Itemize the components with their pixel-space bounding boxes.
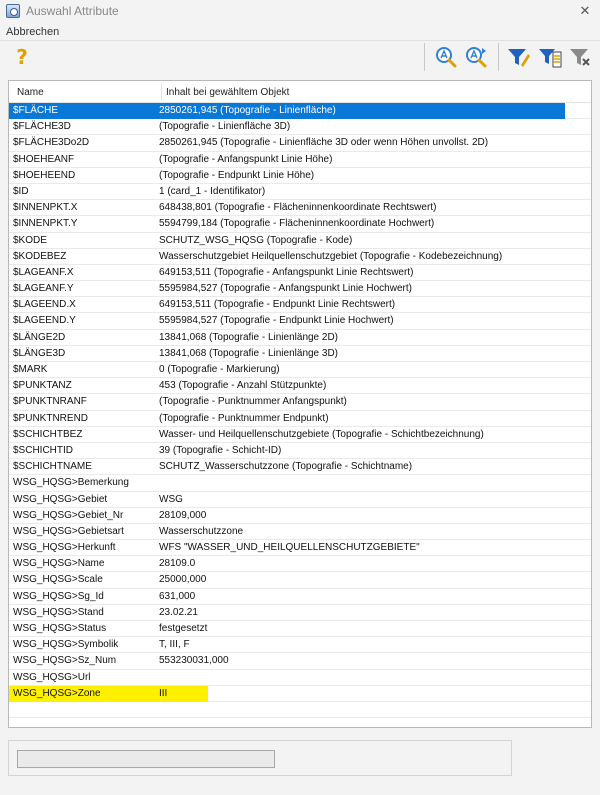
attribute-value: 5594799,184 (Topografie - Flächeninnenkoordinate Hochwert) — [159, 218, 435, 230]
attribute-name: WSG_HQSG>Gebiet — [13, 493, 108, 505]
table-row[interactable] — [9, 152, 591, 168]
table-row[interactable] — [9, 475, 591, 491]
filter-remove-button[interactable] — [568, 45, 592, 69]
attribute-name: WSG_HQSG>Bemerkung — [13, 477, 129, 489]
table-row[interactable] — [9, 572, 591, 588]
attribute-name: $MARK — [13, 364, 48, 375]
attribute-value: (Topografie - Punktnummer Endpunkt) — [159, 412, 329, 424]
table-row[interactable] — [9, 508, 591, 524]
attribute-value: WSG — [159, 493, 183, 505]
table-row[interactable] — [9, 605, 591, 621]
table-row[interactable] — [9, 540, 591, 556]
attribute-value: 631,000 — [159, 590, 196, 602]
attribute-value: 13841,068 (Topografie - Linienlänge 2D) — [159, 331, 339, 343]
attribute-name: $FLÄCHE3D — [13, 121, 71, 133]
attribute-name: $LAGEEND.Y — [13, 315, 76, 327]
table-row[interactable] — [9, 492, 591, 508]
cancel-menu-item[interactable]: Abbrechen — [6, 26, 60, 38]
column-divider — [161, 83, 162, 101]
attribute-name: WSG_HQSG>Sg_Id — [13, 590, 104, 602]
table-row[interactable] — [9, 281, 591, 297]
attribute-value: 453 (Topografie - Anzahl Stützpunkte) — [159, 380, 327, 392]
table-row[interactable] — [9, 103, 591, 119]
attribute-name: WSG_HQSG>Sz_Num — [13, 655, 117, 667]
attribute-name: $ID — [13, 185, 29, 197]
attribute-value: 5595984,527 (Topografie - Anfangspunkt Linie Hochwert) — [159, 283, 412, 295]
table-row[interactable] — [9, 686, 591, 702]
filter-edit-button[interactable] — [506, 45, 530, 69]
table-row[interactable] — [9, 670, 591, 686]
table-row[interactable] — [9, 589, 591, 605]
attribute-name: $SCHICHTID — [13, 444, 74, 456]
table-row[interactable] — [9, 637, 591, 653]
filter-gray-icon — [568, 45, 592, 69]
table-row[interactable] — [9, 135, 591, 151]
attribute-name: WSG_HQSG>Gebietsart — [13, 525, 124, 537]
attribute-value: 5595984,527 (Topografie - Endpunkt Linie Hochwert) — [159, 315, 394, 327]
attribute-value: Wasser- und Heilquellenschutzgebiete (Topografie - Schichtbezeichnung) — [159, 428, 484, 440]
attribute-value: 2850261,945 (Topografie - Linienfläche 3D oder wenn Höhen unvollst. 2D) — [159, 137, 489, 149]
attribute-value: (Topografie - Punktnummer Anfangspunkt) — [159, 396, 347, 408]
toolbar-separator — [424, 43, 425, 71]
zoom-a-arrow-icon — [464, 45, 488, 69]
table-row[interactable] — [9, 427, 591, 443]
table-row[interactable] — [9, 524, 591, 540]
attribute-name: $INNENPKT.X — [13, 202, 78, 214]
menu-bar — [0, 24, 600, 40]
filter-pencil-icon — [506, 45, 530, 69]
attribute-value: 553230031,000 — [159, 655, 229, 667]
table-row[interactable] — [9, 313, 591, 329]
attribute-value: 28109,000 — [159, 509, 207, 521]
attribute-name: WSG_HQSG>Gebiet_Nr — [13, 509, 124, 521]
attribute-value: Wasserschutzgebiet Heilquellenschutzgebiet (Topografie - Kodebezeichnung) — [159, 250, 503, 262]
table-row[interactable] — [9, 168, 591, 184]
table-body — [9, 103, 591, 718]
attribute-value: 0 (Topografie - Markierung) — [159, 364, 280, 375]
attribute-value: WFS "WASSER_UND_HEILQUELLENSCHUTZGEBIETE" — [159, 542, 420, 554]
table-row[interactable] — [9, 346, 591, 362]
attribute-name: $INNENPKT.Y — [13, 218, 78, 230]
attribute-name: $KODE — [13, 234, 47, 246]
attribute-name: WSG_HQSG>Herkunft — [13, 542, 116, 554]
attribute-value: T, III, F — [159, 639, 190, 651]
attribute-name: $PUNKTANZ — [13, 380, 72, 392]
table-row[interactable] — [9, 119, 591, 135]
progress-bar — [17, 750, 275, 768]
table-row[interactable] — [9, 411, 591, 427]
table-row[interactable] — [9, 184, 591, 200]
zoom-a-icon — [434, 45, 458, 69]
attribute-value: SCHUTZ_WSG_HQSG (Topografie - Kode) — [159, 234, 353, 246]
table-row[interactable] — [9, 362, 591, 378]
attribute-name: $HOEHEANF — [13, 153, 75, 165]
table-row[interactable] — [9, 330, 591, 346]
attribute-value: 23.02.21 — [159, 606, 198, 618]
attribute-value: III — [159, 687, 168, 699]
table-row[interactable] — [9, 297, 591, 313]
attribute-value: 649153,511 (Topografie - Anfangspunkt Linie Rechtswert) — [159, 266, 414, 278]
table-row[interactable] — [9, 459, 591, 475]
attribute-value: 39 (Topografie - Schicht-ID) — [159, 444, 282, 456]
toolbar — [0, 40, 600, 72]
title-bar — [0, 0, 600, 22]
table-row[interactable] — [9, 378, 591, 394]
filter-list-button[interactable] — [538, 45, 562, 69]
attribute-name: $LAGEANF.Y — [13, 283, 74, 295]
attribute-value: 25000,000 — [159, 574, 207, 586]
help-button[interactable]: ? — [16, 45, 28, 69]
attribute-name: WSG_HQSG>Symbolik — [13, 639, 119, 651]
table-row[interactable] — [9, 443, 591, 459]
status-area — [8, 740, 512, 776]
zoom-to-object-button[interactable] — [434, 45, 458, 69]
attribute-name: $LÄNGE2D — [13, 331, 66, 343]
zoom-next-button[interactable] — [464, 45, 488, 69]
attribute-name: WSG_HQSG>Stand — [13, 606, 104, 618]
attribute-value: (Topografie - Anfangspunkt Linie Höhe) — [159, 153, 333, 165]
column-header-name[interactable]: Name — [17, 87, 44, 98]
filter-list-icon — [538, 45, 562, 69]
window-title: Auswahl Attribute — [26, 4, 119, 18]
attribute-name: $SCHICHTNAME — [13, 461, 92, 473]
attribute-value: Wasserschutzzone — [159, 525, 244, 537]
table-row[interactable] — [9, 216, 591, 232]
attribute-name: WSG_HQSG>Status — [13, 623, 107, 634]
close-button[interactable]: ✕ — [579, 3, 591, 18]
table-header — [9, 81, 591, 103]
attribute-name: $PUNKTNREND — [13, 412, 89, 424]
attribute-name: $PUNKTNRANF — [13, 396, 87, 408]
attribute-name: $FLÄCHE — [13, 105, 59, 116]
table-row[interactable] — [9, 249, 591, 265]
attribute-name: $KODEBEZ — [13, 250, 67, 262]
attribute-value: 2850261,945 (Topografie - Linienfläche) — [159, 105, 336, 116]
attribute-name: $SCHICHTBEZ — [13, 428, 83, 440]
table-row[interactable] — [9, 394, 591, 410]
attribute-value: 1 (card_1 - Identifikator) — [159, 185, 266, 197]
table-row[interactable] — [9, 621, 591, 637]
attribute-value: (Topografie - Linienfläche 3D) — [159, 121, 291, 133]
attribute-name: $HOEHEEND — [13, 169, 76, 181]
attribute-value: 648438,801 (Topografie - Flächeninnenkoordinate Rechtswert) — [159, 202, 437, 214]
attribute-table — [8, 80, 592, 728]
attribute-name: $FLÄCHE3Do2D — [13, 137, 90, 149]
table-row[interactable] — [9, 702, 591, 718]
attribute-value: 28109.0 — [159, 558, 196, 570]
attribute-value: SCHUTZ_Wasserschutzzone (Topografie - Schichtname) — [159, 461, 413, 473]
attribute-name: WSG_HQSG>Zone — [13, 687, 101, 699]
table-row[interactable] — [9, 556, 591, 572]
app-icon — [6, 4, 20, 18]
table-row[interactable] — [9, 233, 591, 249]
toolbar-separator — [498, 43, 499, 71]
attribute-name: $LAGEEND.X — [13, 299, 76, 311]
table-row[interactable] — [9, 265, 591, 281]
column-header-content[interactable]: Inhalt bei gewähltem Objekt — [166, 87, 290, 98]
attribute-value: (Topografie - Endpunkt Linie Höhe) — [159, 169, 315, 181]
attribute-name: WSG_HQSG>Scale — [13, 574, 103, 586]
attribute-name: $LÄNGE3D — [13, 347, 66, 359]
attribute-value: festgesetzt — [159, 623, 208, 634]
table-row[interactable] — [9, 653, 591, 669]
attribute-value: 649153,511 (Topografie - Endpunkt Linie Rechtswert) — [159, 299, 396, 311]
attribute-name: WSG_HQSG>Name — [13, 558, 105, 570]
attribute-value: 13841,068 (Topografie - Linienlänge 3D) — [159, 347, 339, 359]
table-row[interactable] — [9, 200, 591, 216]
attribute-name: $LAGEANF.X — [13, 266, 74, 278]
attribute-name: WSG_HQSG>Url — [13, 671, 91, 683]
